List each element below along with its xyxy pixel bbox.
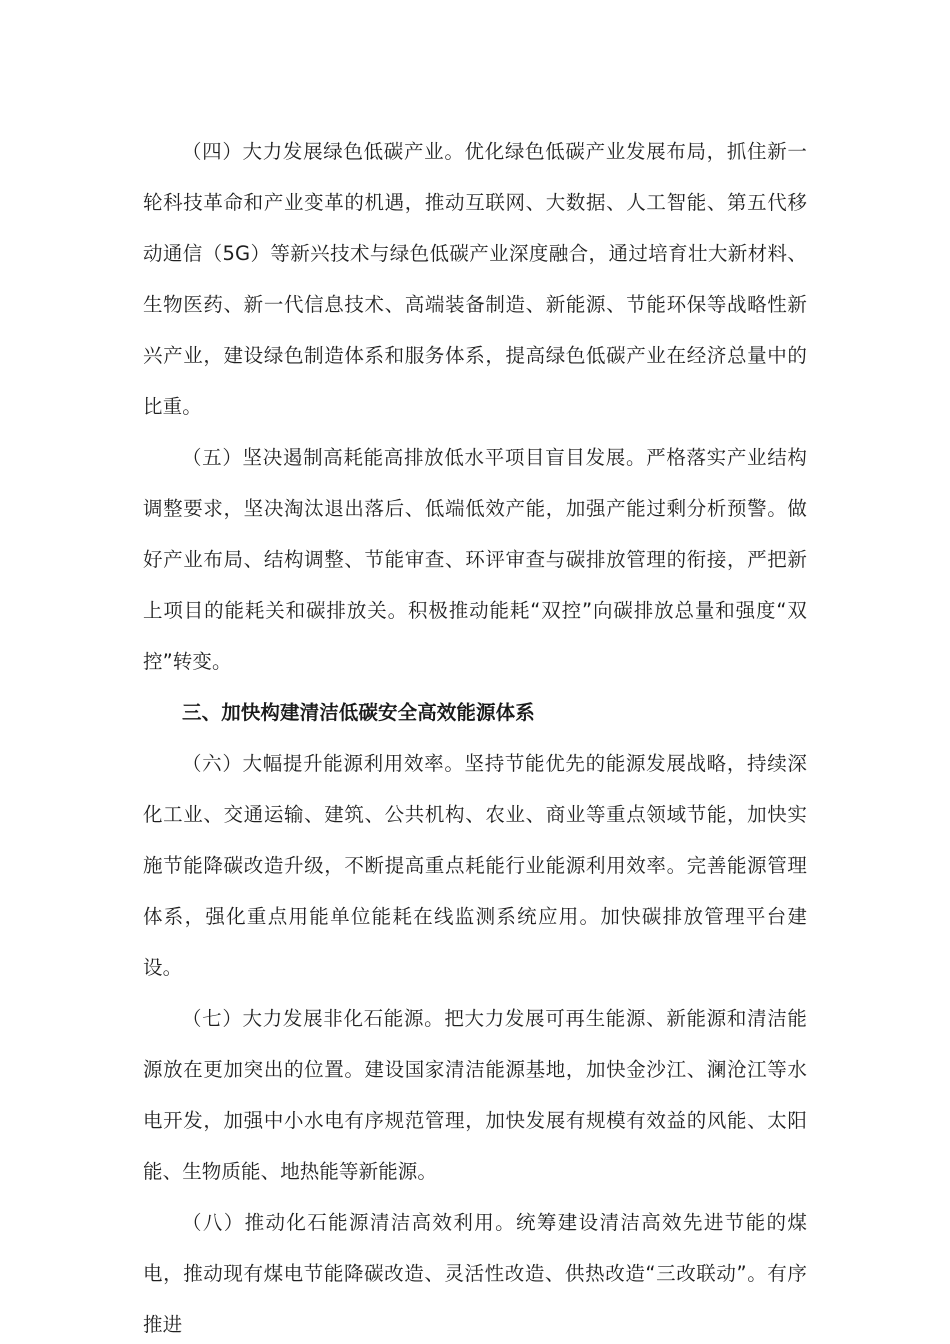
paragraph-five: （五）坚决遏制高耗能高排放低水平项目盲目发展。严格落实产业结构调整要求，坚决淘汰退出落后、低端低效产能，加强产能过剩分析预警。做好产业布局、结构调整、节能审查、环评审查与碳排放管理的衔接，严把新上项目的能耗关和碳排放关。积极推动能耗“双控”向碳排放总量和强度“双控”转变。 [143,446,807,673]
paragraph-eight: （八）推动化石能源清洁高效利用。统筹建设清洁高效先进节能的煤电，推动现有煤电节能降碳改造、灵活性改造、供热改造“三改联动”。有序推进 [143,1211,807,1336]
paragraph-seven: （七）大力发展非化石能源。把大力发展可再生能源、新能源和清洁能源放在更加突出的位置。建设国家清洁能源基地，加快金沙江、澜沧江等水电开发，加强中小水电有序规范管理，加快发展有规模有效益的风能、太阳能、生物质能、地热能等新能源。 [143,1007,807,1183]
section-heading: 三、加快构建清洁低碳安全高效能源体系 [182,701,535,724]
paragraph-six: （六）大幅提升能源利用效率。坚持节能优先的能源发展战略，持续深化工业、交通运输、建筑、公共机构、农业、商业等重点领域节能，加快实施节能降碳改造升级，不断提高重点耗能行业能源利用效率。完善能源管理体系，强化重点用能单位能耗在线监测系统应用。加快碳排放管理平台建设。 [143,752,807,979]
document-body [143,126,807,1344]
paragraph-four: （四）大力发展绿色低碳产业。优化绿色低碳产业发展布局，抓住新一轮科技革命和产业变革的机遇，推动互联网、大数据、人工智能、第五代移动通信（5G）等新兴技术与绿色低碳产业深度融合，通过培育壮大新材料、生物医药、新一代信息技术、高端装备制造、新能源、节能环保等战略性新兴产业，建设绿色制造体系和服务体系，提高绿色低碳产业在经济总量中的比重。 [143,140,807,418]
